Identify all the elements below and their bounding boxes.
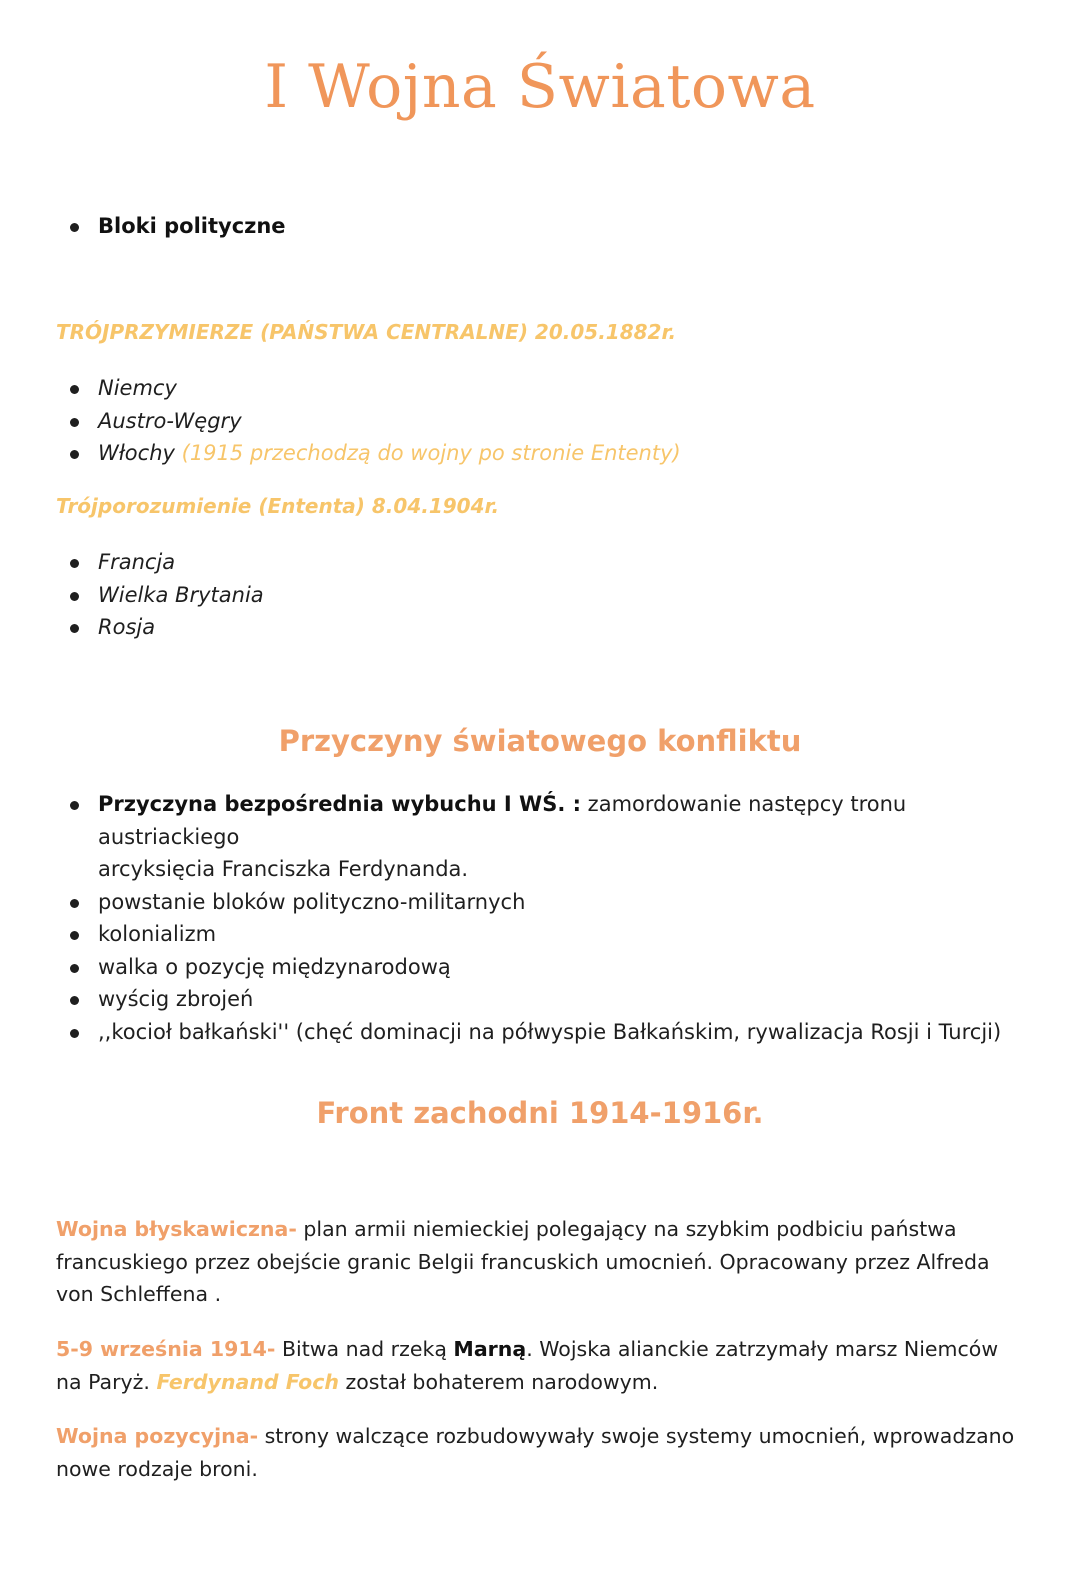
causes-list [56,788,1036,1048]
blocks-list [56,210,286,243]
entente-heading: Trójporozumienie (Ententa) 8.04.1904r. [56,494,500,518]
trench-war-label: Wojna pozycyjna- [56,1424,259,1448]
list-item: Francja [56,546,264,579]
triple-alliance-list [56,372,681,470]
list-item: wyścig zbrojeń [56,983,1036,1016]
list-item: Włochy (1915 przechodzą do wojny po stronie Ententy) [56,437,681,470]
direct-cause-label: Przyczyna bezpośrednia wybuchu I WŚ. : [98,792,581,816]
page-title: I Wojna Światowa [264,52,816,122]
list-item: Niemcy [56,372,681,405]
blocks-heading: Bloki polityczne [98,214,286,238]
triple-alliance-heading: TRÓJPRZYMIERZE (PAŃSTWA CENTRALNE) 20.05.1882r. [56,320,677,344]
causes-heading: Przyczyny światowego konfliktu [278,724,802,758]
italy-note: (1915 przechodzą do wojny po stronie Ententy) [181,441,681,465]
western-front-heading: Front zachodni 1914-1916r. [316,1096,764,1130]
foch-name: Ferdynand Foch [156,1369,339,1394]
list-item: Rosja [56,611,264,644]
list-item: kolonializm [56,918,1036,951]
list-item: Przyczyna bezpośrednia wybuchu I WŚ. : zamordowanie następcy tronu austriackiego arcyksięcia Franciszka Ferdynanda. [56,788,1036,886]
marne-paragraph: 5-9 września 1914- Bitwa nad rzeką Marną. Wojska alianckie zatrzymały marsz Niemców na Paryż. Ferdynand Foch został bohaterem narodowym. [56,1337,999,1394]
marne-date-label: 5-9 września 1914- [56,1337,276,1361]
list-item [56,210,286,243]
blitzkrieg-paragraph: Wojna błyskawiczna- plan armii niemieckiej polegający na szybkim podbiciu państwa francuskiego przez obejście granic Belgii francuskich umocnień. Opracowany przez Alfreda von Schleffena . [56,1217,990,1306]
list-item: powstanie bloków polityczno-militarnych [56,886,1036,919]
list-item: Wielka Brytania [56,579,264,612]
trench-war-paragraph: Wojna pozycyjna- strony walczące rozbudowywały swoje systemy umocnień, wprowadzano nowe rodzaje broni. [56,1424,1015,1481]
list-item: walka o pozycję międzynarodową [56,951,1036,984]
entente-list [56,546,264,644]
blitzkrieg-label: Wojna błyskawiczna- [56,1217,297,1241]
list-item: ,,kocioł bałkański'' (chęć dominacji na półwyspie Bałkańskim, rywalizacja Rosji i Turcji) [56,1016,1036,1049]
list-item: Austro-Węgry [56,405,681,438]
